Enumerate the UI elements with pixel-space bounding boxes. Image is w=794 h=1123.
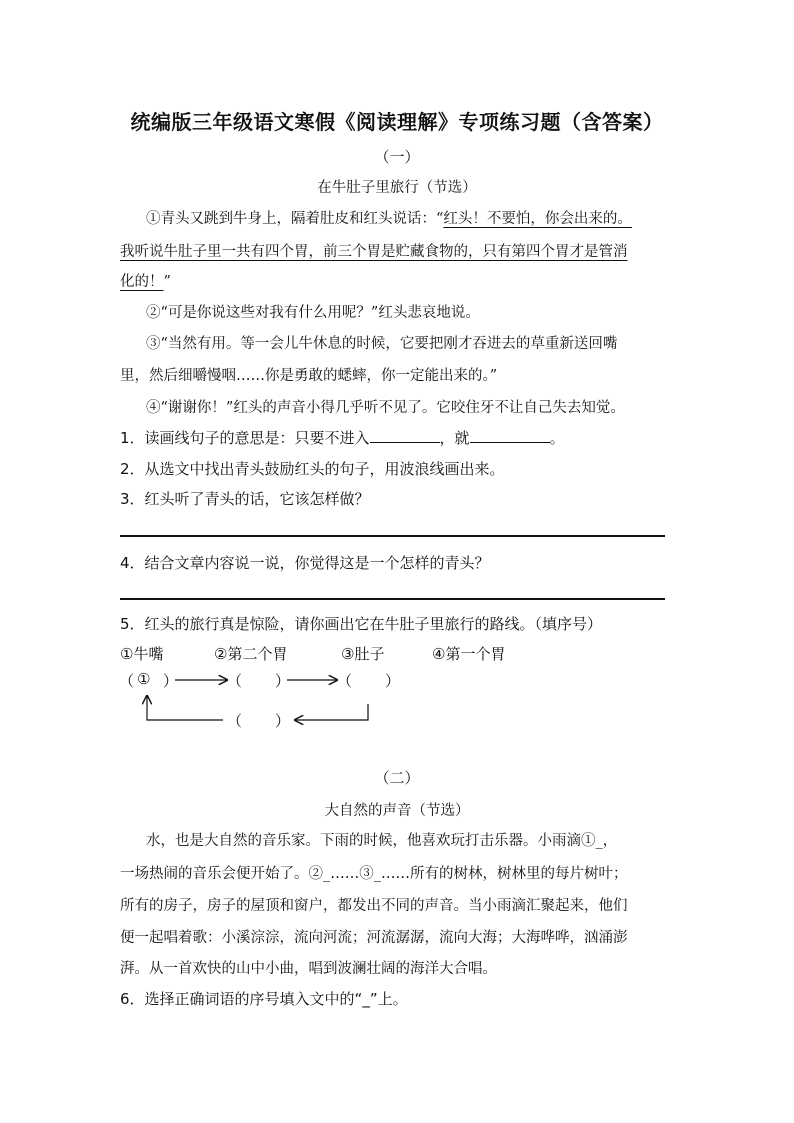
answer-blank[interactable]	[470, 428, 550, 443]
option-3	[341, 643, 384, 664]
arrow-down-left	[295, 704, 368, 720]
paragraph-2: ②“可是你说这些对我有什么用呢？”红头悲哀地说。	[146, 305, 480, 321]
passage-title: 大自然的声音（节选）	[324, 803, 470, 819]
paren-close: ）	[385, 672, 401, 690]
paren-close: ）	[275, 712, 291, 730]
question-2: 2．从选文中找出青头鼓励红头的句子，用波浪线画出来。	[120, 460, 505, 478]
paragraph-4: ④“谢谢你！”红头的声音小得几乎听不见了。它咬住牙不让自己失去知觉。	[146, 400, 625, 416]
option-label: 肚子	[354, 645, 385, 663]
passage-line-2: 一场热闹的音乐会便开始了。②_……③_……所有的树林，树林里的每片树叶；	[120, 866, 628, 882]
paren-close: ）	[163, 672, 179, 690]
option-1	[120, 643, 163, 664]
paren-close: ）	[275, 672, 291, 690]
paragraph-1-line-1	[146, 207, 632, 228]
option-label: 牛嘴	[133, 645, 164, 663]
route-box-1-value: ①	[137, 670, 151, 688]
paren-open: （	[119, 672, 135, 690]
passage-line-4: 便一起唱着歌：小溪淙淙，流向河流；河流潺潺，流向大海；大海哗哗，汹涌澎	[120, 930, 628, 946]
paragraph-3-line-1: ③“当然有用。等一会儿牛休息的时候，它要把刚才吞进去的草重新送回嘴	[146, 336, 618, 352]
option-label: 第一个胃	[445, 645, 506, 663]
question-text: 1．读画线句子的意思是：只要不进入	[120, 429, 370, 447]
section-number: （二）	[374, 769, 420, 787]
option-label: 第二个胃	[227, 645, 288, 663]
option-4	[432, 643, 505, 664]
option-2	[214, 643, 287, 664]
option-number: ③	[341, 645, 355, 663]
passage-line-1: 水，也是大自然的音乐家。下雨的时候，他喜欢玩打击乐器。小雨滴①_，	[146, 833, 618, 849]
passage-title: 在牛肚子里旅行（节选）	[317, 180, 477, 196]
question-3: 3．红头听了青头的话，它该怎样做？	[120, 490, 370, 508]
option-number: ①	[120, 645, 134, 663]
route-arrows	[115, 668, 415, 738]
passage-line-3: 所有的房子，房子的屋顶和窗户，都发出不同的声音。当小雨滴汇聚起来，他们	[120, 898, 628, 914]
answer-line[interactable]	[120, 535, 665, 537]
answer-blank[interactable]	[370, 428, 440, 443]
question-4: 4．结合文章内容说一说，你觉得这是一个怎样的青头？	[120, 554, 490, 572]
underlined-sentence-end: 化的！	[120, 274, 164, 290]
question-6: 6．选择正确词语的序号填入文中的“_”上。	[120, 990, 408, 1008]
page-title: 统编版三年级语文寒假《阅读理解》专项练习题（含答案）	[130, 110, 664, 134]
paren-open: （	[227, 672, 243, 690]
arrow-left-up	[147, 696, 223, 720]
paragraph-1-line-2: 我听说牛肚子里一共有四个胃，前三个胃是贮藏食物的，只有第四个胃才是管消	[120, 244, 628, 260]
route-diagram	[115, 668, 415, 738]
paragraph-1-line-3	[120, 270, 171, 291]
passage-line-5: 湃。从一首欢快的山中小曲，唱到波澜壮阔的海洋大合唱。	[120, 961, 497, 977]
question-text: ，就	[439, 429, 470, 447]
option-number: ②	[214, 645, 228, 663]
underlined-sentence: 红头！不要怕，你会出来的。	[443, 211, 632, 227]
question-5: 5．红头的旅行真是惊险，请你画出它在牛肚子里旅行的路线。（填序号）	[120, 615, 603, 633]
paren-open: （	[227, 712, 243, 730]
paragraph-3-line-2: 里，然后细嚼慢咽……你是勇敢的蟋蟀，你一定能出来的。”	[120, 368, 498, 384]
answer-line[interactable]	[120, 598, 665, 600]
option-number: ④	[432, 645, 446, 663]
paragraph-text: ①青头又跳到牛身上，隔着肚皮和红头说话：“	[146, 211, 444, 227]
paren-open: （	[337, 672, 353, 690]
section-number: （一）	[374, 148, 420, 166]
paragraph-text: ”	[163, 274, 171, 290]
question-text: 。	[549, 429, 565, 447]
question-1	[120, 427, 565, 448]
